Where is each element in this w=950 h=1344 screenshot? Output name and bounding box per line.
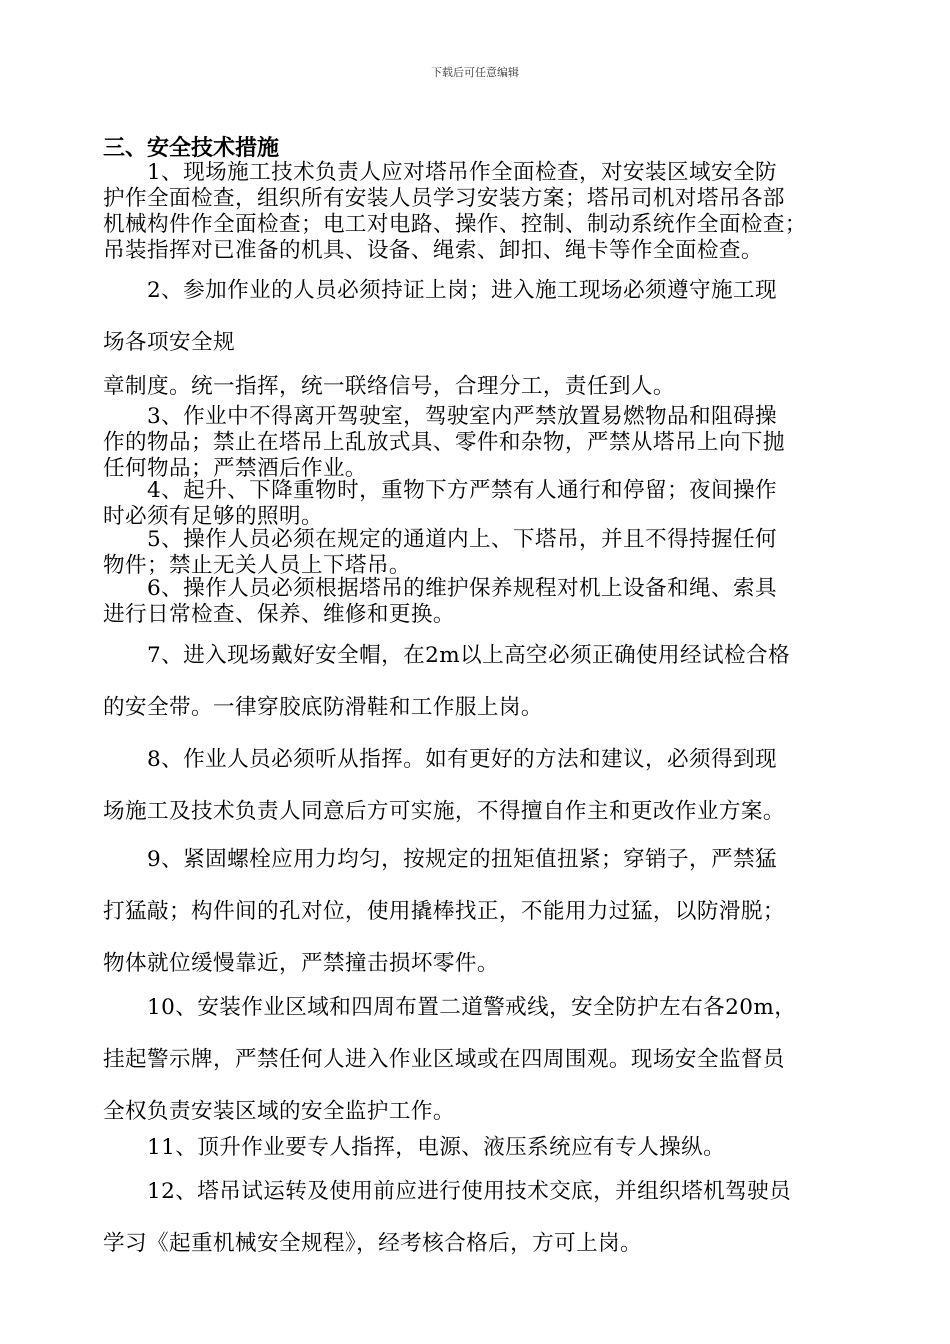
paragraph-6 [103,576,853,628]
paragraph-9 [103,834,853,990]
paragraph-line: 学习《起重机械安全规程》，经考核合格后，方可上岗。 [103,1231,643,1256]
paragraph-line: 12、塔吊试运转及使用前应进行使用技术交底，并组织塔机驾驶员 [147,1179,792,1204]
paragraph-line: 2、参加作业的人员必须持证上岗；进入施工现场必须遵守施工现 [147,278,777,303]
paragraph-line: 8、作业人员必须听从指挥。如有更好的方法和建议，必须得到现 [147,747,777,772]
paragraph-2 [103,265,853,369]
paragraph-line: 进行日常检查、保养、维修和更换。 [103,602,455,627]
paragraph-line: 4、起升、下降重物时，重物下方严禁有人通行和停留；夜间操作 [147,478,777,503]
paragraph-line: 打猛敲；构件间的孔对位，使用撬棒找正，不能用力过猛，以防滑脱； [103,899,785,924]
paragraph-line: 时必须有足够的照明。 [103,504,323,529]
paragraph-line: 11、顶升作业要专人指挥，电源、液压系统应有专人操纵。 [147,1135,726,1160]
paragraph-line: 机械构件作全面检查；电工对电路、操作、控制、制动系统作全面检查； [103,212,807,237]
paragraph-line: 任何物品；严禁酒后作业。 [103,456,367,481]
paragraph-line: 场施工及技术负责人同意后方可实施，不得擅自作主和更改作业方案。 [103,799,785,824]
paragraph-line: 9、紧固螺栓应用力均匀，按规定的扭矩值扭紧；穿销子，严禁猛 [147,847,777,872]
paragraph-5 [103,527,853,579]
paragraph-2-continued [103,374,853,400]
paragraph-7 [103,630,853,734]
paragraph-line: 6、操作人员必须根据塔吊的维护保养规程对机上设备和绳、索具 [147,576,777,601]
paragraph-line: 1、现场施工技术负责人应对塔吊作全面检查，对安装区域安全防 [147,160,777,185]
paragraph-line: 护作全面检查，组织所有安装人员学习安装方案；塔吊司机对塔吊各部 [103,186,785,211]
paragraph-line: 3、作业中不得离开驾驶室，驾驶室内严禁放置易燃物品和阻碍操 [147,404,777,429]
paragraph-line: 物体就位缓慢靠近，严禁撞击损坏零件。 [103,951,499,976]
section-title: 三、安全技术措施 [103,136,280,161]
paragraph-1 [103,160,853,264]
page-header-note: 下载后可任意编辑 [431,66,519,79]
paragraph-line: 的安全带。一律穿胶底防滑鞋和工作服上岗。 [103,695,543,720]
paragraph-8 [103,734,853,838]
paragraph-line: 物件；禁止无关人员上下塔吊。 [103,553,411,578]
paragraph-line: 挂起警示牌，严禁任何人进入作业区域或在四周围观。现场安全监督员 [103,1047,785,1072]
paragraph-line: 章制度。统一指挥，统一联络信号，合理分工，责任到人。 [103,374,675,399]
paragraph-3 [103,404,853,482]
paragraph-line: 全权负责安装区域的安全监护工作。 [103,1099,455,1124]
paragraph-10 [103,982,853,1138]
paragraph-12 [103,1166,853,1270]
paragraph-line: 作的物品；禁止在塔吊上乱放式具、零件和杂物，严禁从塔吊上向下抛 [103,430,785,455]
paragraph-line: 5、操作人员必须在规定的通道内上、下塔吊，并且不得持握任何 [147,527,777,552]
paragraph-line: 7、进入现场戴好安全帽，在2m以上高空必须正确使用经试检合格 [147,643,790,668]
paragraph-line: 吊装指挥对已准备的机具、设备、绳索、卸扣、绳卡等作全面检查。 [103,238,763,263]
paragraph-line: 10、安装作业区域和四周布置二道警戒线，安全防护左右各20m， [147,995,797,1020]
paragraph-line: 场各项安全规 [103,330,235,355]
paragraph-4 [103,478,853,530]
